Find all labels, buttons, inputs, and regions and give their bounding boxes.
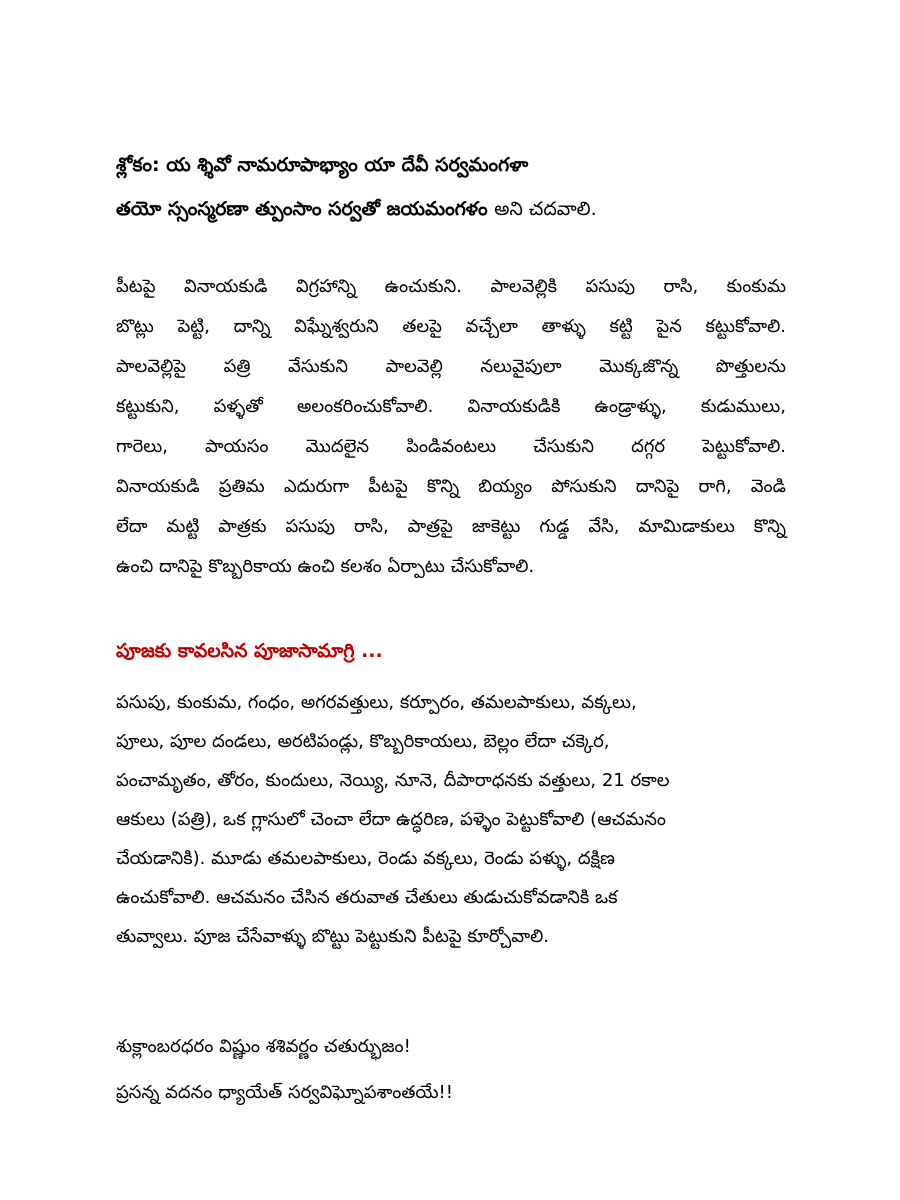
samagri-line: ఆకులు (పత్రి), ఒక గ్లాసులో చెంచా లేదా ఉద్ధరిణ, పళ్ళెం పెట్టుకోవాలి (ఆచమనం — [116, 809, 667, 830]
samagri-line: పూలు, పూల దండలు, అరటిపండ్లు, కొబ్బరికాయలు, బెల్లం లేదా చక్కెర, — [116, 731, 610, 752]
samagri-list — [116, 683, 796, 956]
sloka-line-2-tail: అని చదవాలి. — [494, 198, 597, 220]
samagri-line: చేయడానికి). మూడు తమలపాకులు, రెండు వక్కలు, రెండు పళ్ళు, దక్షిణ — [116, 848, 615, 869]
instruction-line: ఉంచి దానిపై కొబ్బరికాయ ఉంచి కలశం ఏర్పాటు చేసుకోవాలి. — [116, 556, 535, 577]
instruction-line: లేదా మట్టి పాత్రకు పసుపు రాసి, పాత్రపై జాకెట్టు గుడ్డ వేసి, మామిడాకులు కొన్ని — [116, 516, 786, 537]
closing-line-1: శుక్లాంబరధరం విష్ణుం శశివర్ణం చతుర్భుజం! — [116, 1036, 411, 1057]
instruction-line: బొట్లు పెట్టి, దాన్ని విఘ్నేశ్వరుని తలపై వచ్చేలా తాళ్ళు కట్టి పైన కట్టుకోవాలి. — [116, 316, 786, 337]
instruction-line: గారెలు, పాయసం మొదలైన పిండివంటలు చేసుకుని దగ్గర పెట్టుకోవాలి. — [116, 436, 786, 457]
instruction-line: పీటపై వినాయకుడి విగ్రహాన్ని ఉంచుకుని. పాలవెల్లికి పసుపు రాసి, కుంకుమ — [116, 276, 786, 297]
sloka-block — [116, 143, 816, 231]
sloka-line-2-main: తయో స్సంస్మరణా త్పుంసాం సర్వతో జయమంగళం — [116, 198, 495, 220]
closing-line-2: ప్రసన్న వదనం ధ్యాయేత్ సర్వవిఘ్నోపశాంతయే!! — [116, 1082, 453, 1103]
samagri-line: ఉంచుకోవాలి. ఆచమనం చేసిన తరువాత చేతులు తుడుచుకోవడానికి ఒక — [116, 887, 618, 908]
sloka-line-1: శ్లోకం: య శ్శివో నామరూపాభ్యాం యా దేవీ సర్వమంగళా — [116, 154, 529, 176]
instruction-line: వినాయకుడి ప్రతిమ ఎదురుగా పీటపై కొన్ని బియ్యం పోసుకుని దానిపై రాగి, వెండి — [116, 476, 786, 497]
samagri-line: పంచామృతం, తోరం, కుందులు, నెయ్యి, నూనె, దీపారాధనకు వత్తులు, 21 రకాల — [116, 770, 670, 791]
instructions-paragraph — [116, 267, 786, 587]
instruction-line: పాలవెల్లిపై పత్రి వేసుకుని పాలవెల్లి నలువైపులా మొక్కజొన్న పొత్తులను — [116, 356, 786, 377]
samagri-line: పసుపు, కుంకుమ, గంధం, అగరవత్తులు, కర్పూరం, తమలపాకులు, వక్కలు, — [116, 692, 637, 713]
samagri-line: తువ్వాలు. పూజ చేసేవాళ్ళు బొట్టు పెట్టుకుని పీటపై కూర్చోవాలి. — [116, 926, 550, 947]
samagri-heading: పూజకు కావలసిన పూజాసామాగ్రి ... — [116, 640, 383, 662]
closing-sloka — [116, 1024, 796, 1116]
instruction-line: కట్టుకుని, పళ్ళతో అలంకరించుకోవాలి. వినాయకుడికి ఉండ్రాళ్ళు, కుడుములు, — [116, 396, 786, 417]
sloka-line-2 — [116, 187, 816, 231]
